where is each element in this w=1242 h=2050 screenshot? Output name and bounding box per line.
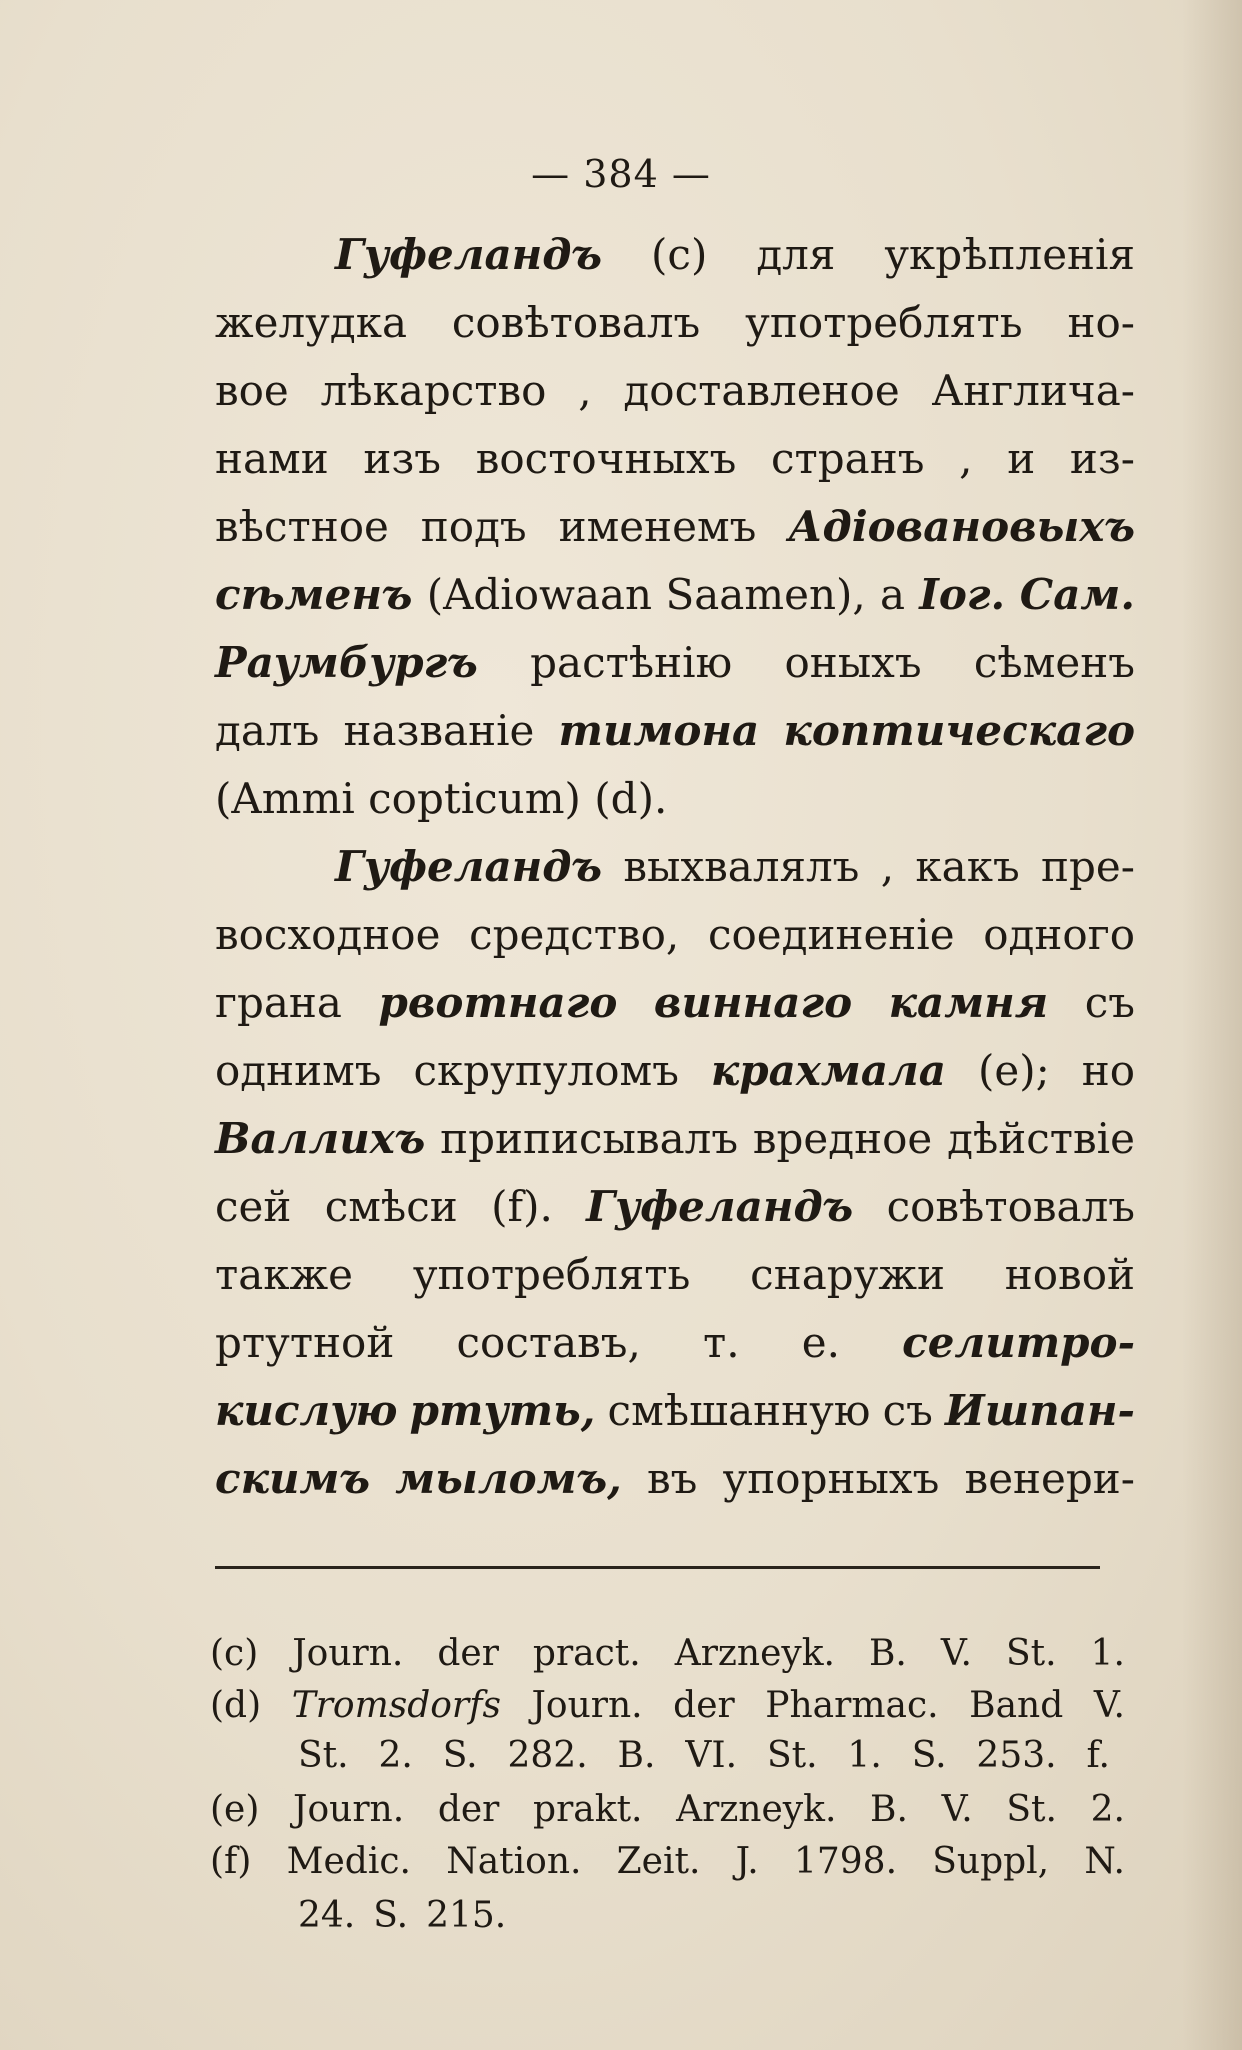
text-line: грана рвотнаго виннаго камня съ [215,978,1135,1027]
page-edge-shadow [1182,0,1242,2050]
footnote-e: (e) Journ. der prakt. Arzneyk. B. V. St. 2. [210,1789,1125,1830]
text-line: вое лѣкарство , доставленое Англича- [215,366,1135,415]
text-line: однимъ скрупуломъ крахмала (e); но [215,1046,1135,1095]
text-line: сей смѣси (f). Гуфеландъ совѣтовалъ [215,1182,1135,1231]
text-line: восходное средство, соединеніе одного [215,910,1135,959]
text-line: кислую ртуть, смѣшанную съ Ишпан- [215,1386,1135,1435]
text-line: желудка совѣтовалъ употреблять но- [215,298,1135,347]
text-line: вѣстное подъ именемъ Адіовановыхъ [215,502,1135,551]
footnote-c: (c) Journ. der pract. Arzneyk. B. V. St. 1. [210,1633,1125,1674]
text-line: нами изъ восточныхъ странъ , и из- [215,434,1135,483]
text-line: далъ названіе тимона коптическаго [215,706,1135,755]
text-line: Раумбургъ растѣнію оныхъ сѣменъ [215,638,1135,687]
footnote-f-continued: 24. S. 215. [298,1895,507,1936]
text-line: скимъ мыломъ, въ упорныхъ венери- [215,1454,1135,1503]
text-line: также употреблять снаружи новой [215,1250,1135,1299]
page-number: — 384 — [531,152,711,196]
text-line: ртутной составъ, т. е. селитро- [215,1318,1135,1367]
footnote-d-continued: St. 2. S. 282. B. VI. St. 1. S. 253. f. [298,1735,1110,1776]
text-line: Гуфеландъ выхвалялъ , какъ пре- [335,842,1135,891]
footnote-f: (f) Medic. Nation. Zeit. J. 1798. Suppl, N. [210,1841,1125,1882]
footnote-rule [215,1566,1100,1569]
text-line: Гуфеландъ (c) для укрѣпленія [335,230,1135,279]
text-line: сѣменъ (Adiowaan Saamen), а Іог. Сам. [215,570,1135,619]
text-line: (Ammi copticum) (d). [215,774,668,823]
footnote-d: (d) Tromsdorfs Journ. der Pharmac. Band V. [210,1685,1125,1726]
text-line: Валлихъ приписывалъ вредное дѣйствіе [215,1114,1135,1163]
